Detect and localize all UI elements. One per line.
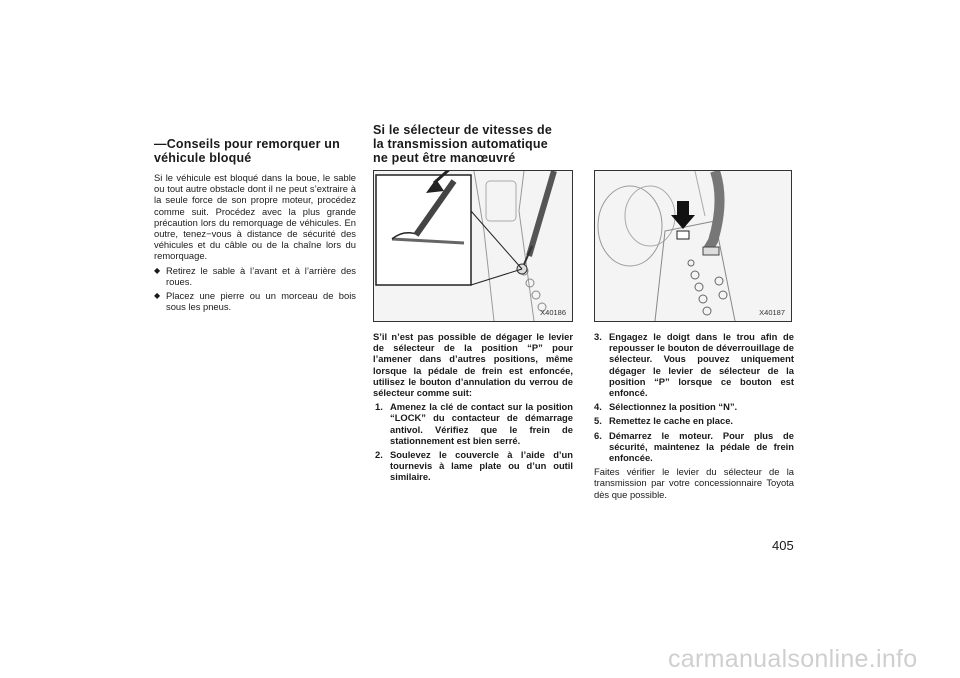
right-column-text <box>594 331 794 500</box>
bullet-item: ◆ Retirez le sable à l’avant et à l’arrière des roues. <box>154 264 356 287</box>
closing-note: Faites vérifier le levier du sélecteur de la transmission par votre concessionnaire Toyota dès que possible. <box>594 466 794 500</box>
towing-paragraph: Si le véhicule est bloqué dans la boue, le sable ou tout autre obstacle dont il ne peut s’extraire à la seule force de son propre moteur, procédez comme suit. Procédez avec la plus grande précaution lors du remorquage de véhicules. En outre, tenez−vous à distance de sécurité des véhicules et du câble ou de la chaîne lors du remorquage. <box>154 172 356 262</box>
shift-lock-intro: S’il n’est pas possible de dégager le levier de sélecteur de la position “P” pour l’amener dans d’autres positions, même lorsque la pédale de frein est enfoncée, utilisez le bouton d’annulation du verrou de sélecteur comme suit: <box>373 331 573 399</box>
bullet-icon: ◆ <box>154 291 161 301</box>
step-item: 1. Amenez la clé de contact sur la position “LOCK” du contacteur de démarrage antivol. Vérifiez que le frein de stationnement est bien serré. <box>375 401 573 446</box>
step-item: 3. Engagez le doigt dans le trou afin de repousser le bouton de déverrouillage de sélecteur. Vous pouvez uniquement dégager le levier de sélecteur de la position “P” lorsque ce bouton est enfoncé. <box>594 331 794 399</box>
towing-section-title: —Conseils pour remorquer un véhicule bloqué <box>154 137 340 165</box>
watermark: carmanualsonline.info <box>668 645 918 673</box>
page-number: 405 <box>772 538 794 553</box>
step-item: 5. Remettez le cache en place. <box>594 415 734 427</box>
bullet-icon: ◆ <box>154 265 161 275</box>
figure-code: X40186 <box>540 308 566 317</box>
step-item: 2. Soulevez le couvercle à l’aide d’un tournevis à lame plate ou d’un outil similaire. <box>375 449 573 483</box>
middle-column-text <box>373 331 573 483</box>
figure-code: X40187 <box>759 308 785 317</box>
step-item: 6. Démarrez le moteur. Pour plus de sécurité, maintenez la pédale de frein enfoncée. <box>594 429 794 464</box>
shift-lock-cover-illustration <box>373 170 573 322</box>
release-button-drawing <box>595 171 791 321</box>
screwdriver-cover-drawing <box>374 171 572 321</box>
shift-lock-button-illustration <box>594 170 792 322</box>
shift-lock-section-title: Si le sélecteur de vitesses de la transmission automatique ne peut être manœuvré <box>373 123 553 165</box>
bullet-item: ◆ Placez une pierre ou un morceau de bois sous les pneus. <box>154 290 356 313</box>
step-item: 4. Sélectionnez la position “N”. <box>594 401 738 413</box>
left-column <box>154 137 356 312</box>
